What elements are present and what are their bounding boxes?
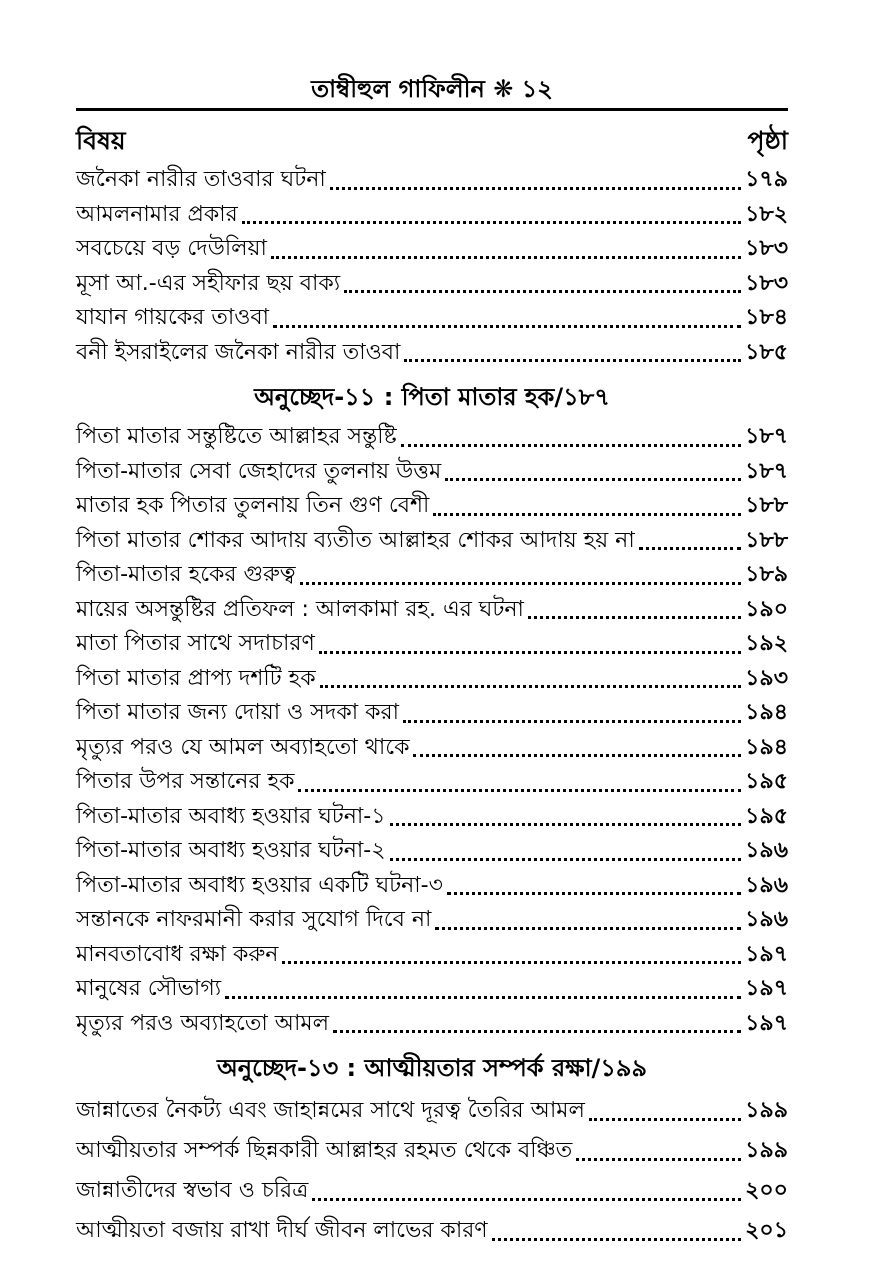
toc-entry (76, 232, 788, 267)
subject-column-label: বিষয় (76, 126, 126, 155)
toc-entry (76, 765, 788, 800)
entry-title: পিতা মাতার সন্তুষ্টিতে আল্লাহর সন্তুষ্টি (76, 424, 397, 449)
toc-entry (76, 627, 788, 662)
entry-page-number: ১৯৩ (745, 665, 788, 691)
dot-leader (312, 1198, 741, 1201)
toc-entry (76, 558, 788, 593)
toc-entry (76, 163, 788, 198)
toc-entry (76, 198, 788, 233)
toc-entry (76, 972, 788, 1007)
dot-leader (528, 616, 741, 619)
entry-page-number: ১৯৭ (745, 1010, 788, 1036)
dot-leader (333, 1030, 741, 1033)
entry-title: জান্নাতের নৈকট্য এবং জাহান্নমের সাথে দূরত্ব তৈরির আমল (76, 1098, 585, 1123)
toc-entry (76, 1091, 788, 1131)
toc-entry (76, 455, 788, 490)
entry-title: পিতা-মাতার সেবা জেহাদের তুলনায় উত্তম (76, 458, 442, 484)
dot-leader (344, 290, 741, 293)
entry-page-number: ১৮৭ (745, 424, 788, 449)
entry-page-number: ১৮৫ (745, 339, 788, 365)
entry-title: পিতা মাতার জন্য দোয়া ও সদকা করা (76, 700, 399, 725)
toc-section-1 (76, 163, 788, 370)
dot-leader (639, 547, 741, 550)
entry-title: জান্নাতীদের স্বভাব ও চরিত্র (76, 1178, 309, 1203)
dot-leader (320, 685, 742, 688)
entry-page-number: ১৯০ (745, 596, 788, 622)
entry-title: যাযান গায়কের তাওবা (76, 305, 270, 330)
dot-leader (447, 892, 741, 895)
dot-leader (492, 1238, 741, 1241)
toc-entry (76, 1171, 788, 1211)
toc-entry (76, 267, 788, 302)
entry-title: আত্মীয়তা বজায় রাখা দীর্ঘ জীবন লাভের কারণ (76, 1218, 488, 1243)
toc-entry (76, 938, 788, 973)
entry-title: পিতা-মাতার অবাধ্য হওয়ার একটি ঘটনা-৩ (76, 872, 443, 898)
dot-leader (330, 187, 741, 190)
dot-leader (576, 1158, 741, 1161)
dot-leader (282, 961, 741, 964)
dot-leader (401, 444, 741, 447)
entry-page-number: ১৯৭ (745, 976, 788, 1001)
dot-leader (413, 754, 741, 757)
dot-leader (445, 478, 741, 481)
toc-entry (76, 834, 788, 869)
dot-leader (225, 996, 741, 999)
toc-entry (76, 800, 788, 835)
entry-title: মৃত্যুর পরও অব্যাহতো আমল (76, 1010, 330, 1036)
entry-page-number: ১৯৪ (745, 700, 788, 725)
chapter-heading-11: অনুচ্ছেদ-১১ : পিতা মাতার হক/১৮৭ (254, 383, 610, 411)
entry-page-number: ১৯৫ (745, 803, 788, 829)
entry-title: মৃত্যুর পরও যে আমল অব্যাহতো থাকে (76, 734, 410, 760)
toc-entry (76, 301, 788, 336)
toc-entry (76, 1211, 788, 1251)
entry-page-number: ১৯৭ (745, 941, 788, 967)
entry-title: মানবতাবোধ রক্ষা করুন (76, 941, 279, 967)
column-headers (76, 119, 788, 163)
toc-entry (76, 731, 788, 766)
toc-entry (76, 662, 788, 697)
dot-leader (271, 256, 741, 259)
header-rule (76, 108, 788, 111)
entry-page-number: ১৮৮ (745, 493, 788, 518)
entry-title: জনৈকা নারীর তাওবার ঘটনা (76, 167, 326, 192)
entry-title: আমলনামার প্রকার (76, 201, 238, 227)
toc-entry (76, 524, 788, 559)
toc-entry (76, 336, 788, 371)
entry-title: আত্মীয়তার সম্পর্ক ছিন্নকারী আল্লাহর রহমত থেকে বঞ্চিত (76, 1138, 573, 1163)
entry-page-number: ১৯৬ (745, 907, 788, 932)
entry-title: বনী ইসরাইলের জনৈকা নারীর তাওবা (76, 339, 401, 365)
toc-entry (76, 903, 788, 938)
entry-title: মূসা আ.-এর সহীফার ছয় বাক্য (76, 270, 341, 296)
page-column-label: পৃষ্ঠা (747, 126, 788, 155)
chapter-heading-13: অনুচ্ছেদ-১৩ : আত্মীয়তার সম্পর্ক রক্ষা/১৯৯ (216, 1054, 648, 1082)
entry-title: মায়ের অসন্তুষ্টির প্রতিফল : আলকামা রহ. এর ঘটনা (76, 596, 524, 622)
toc-entry (76, 1007, 788, 1042)
toc-section-3 (76, 1091, 788, 1251)
entry-title: মাতা পিতার সাথে সদাচারণ (76, 631, 315, 656)
dot-leader (435, 927, 741, 930)
dot-leader (589, 1118, 741, 1121)
entry-title: সবচেয়ে বড় দেউলিয়া (76, 236, 267, 261)
dot-leader (390, 823, 742, 826)
dot-leader (273, 325, 741, 328)
entry-page-number: ১৯৬ (745, 872, 788, 898)
entry-title: পিতা-মাতার অবাধ্য হওয়ার ঘটনা-১ (76, 803, 386, 829)
running-header: তাম্বীহুল গাফিলীন ❋ ১২ (311, 75, 553, 103)
entry-page-number: ১৮৯ (745, 562, 788, 587)
toc-entry (76, 593, 788, 628)
entry-page-number: ১৭৯ (745, 167, 788, 192)
entry-title: মানুষের সৌভাগ্য (76, 976, 222, 1001)
toc-entry (76, 696, 788, 731)
dot-leader (298, 789, 741, 792)
toc-entry (76, 869, 788, 904)
entry-page-number: ১৮৪ (745, 305, 788, 330)
dot-leader (403, 720, 741, 723)
entry-page-number: ১৮২ (745, 201, 788, 227)
entry-page-number: ১৯৬ (745, 838, 788, 863)
entry-page-number: ১৮৭ (745, 458, 788, 484)
entry-page-number: ২০০ (745, 1178, 788, 1203)
toc-entry (76, 1131, 788, 1171)
entry-page-number: ১৯৯ (745, 1138, 788, 1163)
entry-page-number: ১৮৩ (745, 236, 788, 261)
dot-leader (390, 858, 742, 861)
entry-page-number: ১৯৫ (745, 769, 788, 794)
dot-leader (242, 221, 741, 224)
toc-entry (76, 420, 788, 455)
entry-title: পিতা মাতার শোকর আদায় ব্যতীত আল্লাহর শোকর আদায় হয় না (76, 527, 635, 553)
entry-title: সন্তানকে নাফরমানী করার সুযোগ দিবে না (76, 907, 432, 932)
dot-leader (404, 359, 741, 362)
entry-page-number: ২০১ (745, 1218, 788, 1243)
entry-title: পিতা-মাতার হকের গুরুত্ব (76, 562, 296, 587)
toc-section-2 (76, 420, 788, 1041)
entry-title: পিতার উপর সন্তানের হক (76, 769, 295, 794)
entry-title: পিতা-মাতার অবাধ্য হওয়ার ঘটনা-২ (76, 838, 386, 863)
dot-leader (300, 582, 742, 585)
dot-leader (433, 513, 741, 516)
dot-leader (319, 651, 741, 654)
toc-entry (76, 489, 788, 524)
entry-page-number: ১৯২ (745, 631, 788, 656)
entry-page-number: ১৮৩ (745, 270, 788, 296)
entry-page-number: ১৯৪ (745, 734, 788, 760)
entry-title: পিতা মাতার প্রাপ্য দশটি হক (76, 665, 316, 691)
entry-page-number: ১৮৮ (745, 527, 788, 553)
entry-page-number: ১৯৯ (745, 1098, 788, 1123)
entry-title: মাতার হক পিতার তুলনায় তিন গুণ বেশী (76, 493, 430, 518)
